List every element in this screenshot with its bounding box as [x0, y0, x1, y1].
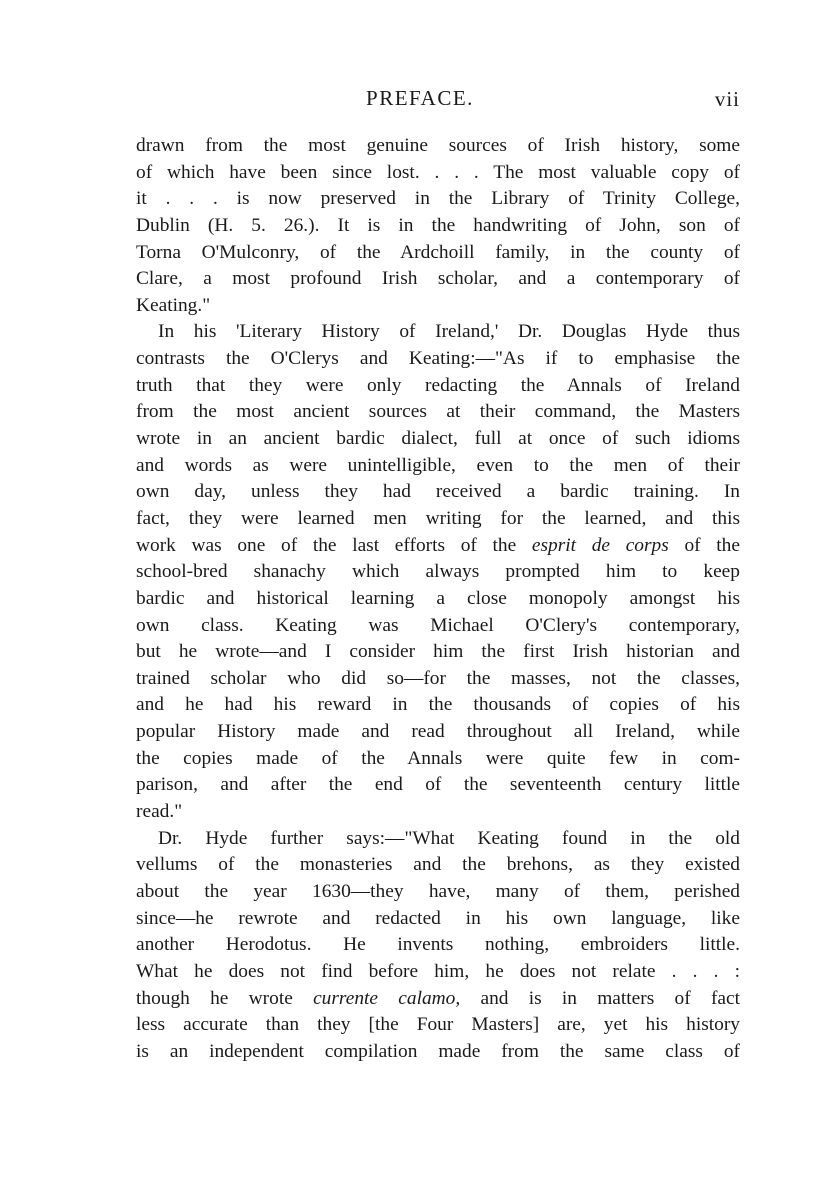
text-line: In his 'Literary History of Ireland,' Dr. Douglas Hyde thus	[158, 321, 740, 343]
text-line: truth that they were only redacting the Annals of Ireland	[136, 374, 740, 396]
text-line: vellums of the monasteries and the brehons, as they existed	[136, 854, 740, 876]
text-line: it . . . is now preserved in the Library of Trinity College,	[136, 188, 740, 210]
text-line: Keating."	[136, 294, 211, 316]
text-line: of which have been since lost. . . . The most valuable copy of	[136, 161, 740, 183]
text-line: from the most ancient sources at their command, the Masters	[136, 401, 740, 423]
text-line-with-italic	[136, 533, 740, 560]
page-number: vii	[714, 87, 740, 111]
text-run: of the	[668, 534, 740, 556]
text-line: is an independent compilation made from the same class of	[136, 1040, 740, 1062]
body-text	[136, 133, 740, 1065]
text-line: drawn from the most genuine sources of Irish history, some	[136, 135, 740, 156]
text-line: another Herodotus. He invents nothing, embroiders little.	[136, 934, 740, 956]
text-line: Dr. Hyde further says:—"What Keating found in the old	[158, 827, 740, 849]
text-line: about the year 1630—they have, many of them, perished	[136, 880, 740, 902]
text-line: but he wrote—and I consider him the first Irish historian and	[136, 641, 740, 663]
italic-phrase: esprit de corps	[531, 534, 669, 556]
text-line: parison, and after the end of the seventeenth century little	[136, 774, 740, 796]
text-line: Dublin (H. 5. 26.). It is in the handwriting of John, son of	[136, 214, 740, 236]
italic-phrase: currente calamo,	[313, 987, 461, 1009]
text-line: own day, unless they had received a bardic training. In	[136, 481, 740, 503]
text-line: since—he rewrote and redacted in his own language, like	[136, 907, 740, 929]
text-line: popular History made and read throughout all Ireland, while	[136, 721, 740, 743]
text-line: fact, they were learned men writing for the learned, and this	[136, 507, 740, 529]
text-line: own class. Keating was Michael O'Clery's contemporary,	[136, 614, 740, 636]
text-run: and is in matters of fact	[460, 987, 741, 1009]
text-line: What he does not find before him, he does not relate . . . :	[136, 960, 740, 982]
text-line: bardic and historical learning a close monopoly amongst his	[136, 587, 740, 609]
running-head	[0, 86, 840, 116]
text-run: though he wrote	[136, 987, 314, 1009]
text-run: work was one of the last efforts of the	[136, 534, 532, 556]
text-line: school-bred shanachy which always prompted him to keep	[136, 561, 740, 583]
running-head-title: PREFACE.	[366, 86, 474, 110]
text-line: read."	[136, 801, 183, 823]
text-line: and he had his reward in the thousands of copies of his	[136, 694, 740, 716]
text-line: contrasts the O'Clerys and Keating:—"As if to emphasise the	[136, 348, 740, 370]
text-line: trained scholar who did so—for the masses, not the classes,	[136, 667, 740, 689]
text-line: and words as were unintelligible, even to the men of their	[136, 454, 740, 476]
text-line: Torna O'Mulconry, of the Ardchoill family, in the county of	[136, 241, 740, 263]
text-line: less accurate than they [the Four Masters] are, yet his history	[136, 1014, 740, 1036]
text-line: the copies made of the Annals were quite few in com-	[136, 747, 740, 769]
text-line: Clare, a most profound Irish scholar, and a contemporary of	[136, 268, 740, 290]
text-line-with-italic	[136, 986, 740, 1013]
text-line: wrote in an ancient bardic dialect, full at once of such idioms	[136, 428, 740, 450]
